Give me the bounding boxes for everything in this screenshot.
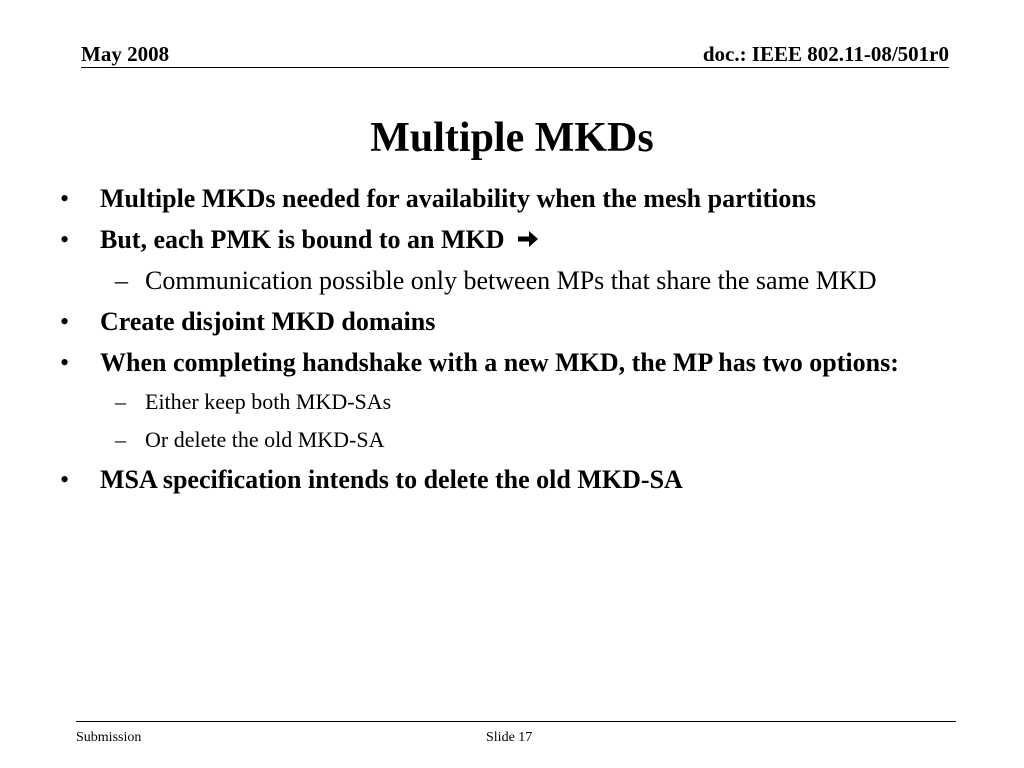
bullet-text: But, each PMK is bound to an MKD — [100, 225, 505, 254]
header-doc-id: doc.: IEEE 802.11-08/501r0 — [702, 42, 949, 66]
footer-submission: Submission — [76, 730, 142, 745]
slide-title: Multiple MKDs — [370, 115, 654, 161]
footer-slide-number: Slide 17 — [486, 730, 533, 745]
sub-bullet-item — [60, 264, 970, 298]
sub-bullet-marker: – — [115, 266, 128, 296]
bullet-text: Multiple MKDs needed for availability when the mesh partitions — [100, 184, 816, 213]
bullet-marker: • — [60, 184, 70, 213]
bullet-text: When completing handshake with a new MKD, the MP has two options: — [100, 348, 899, 378]
bullet-marker: • — [60, 348, 70, 378]
bullet-item — [60, 223, 970, 257]
bullet-item — [60, 346, 970, 380]
footer-divider — [76, 721, 956, 722]
slide-header — [81, 42, 949, 68]
sub-bullet-text: Or delete the old MKD-SA — [145, 427, 385, 453]
bullet-text: MSA specification intends to delete the old MKD-SA — [100, 465, 683, 495]
bullet-item — [60, 305, 970, 339]
sub-bullet-item — [60, 425, 970, 455]
sub-bullet-item — [60, 387, 970, 417]
bullet-marker: • — [60, 307, 70, 337]
bullet-text: Create disjoint MKD domains — [100, 307, 436, 337]
sub-bullet-marker: – — [115, 389, 126, 415]
sub-bullet-marker: – — [115, 427, 126, 453]
bullet-item — [60, 182, 970, 216]
sub-bullet-text: Communication possible only between MPs that share the same MKD — [145, 266, 877, 296]
slide-body — [60, 182, 970, 504]
bullet-marker: • — [60, 465, 70, 495]
bullet-marker: • — [60, 225, 70, 254]
header-date: May 2008 — [81, 42, 170, 66]
bullet-item — [60, 463, 970, 497]
right-arrow-icon — [517, 223, 539, 257]
header-divider — [81, 67, 949, 68]
sub-bullet-text: Either keep both MKD-SAs — [145, 389, 392, 415]
